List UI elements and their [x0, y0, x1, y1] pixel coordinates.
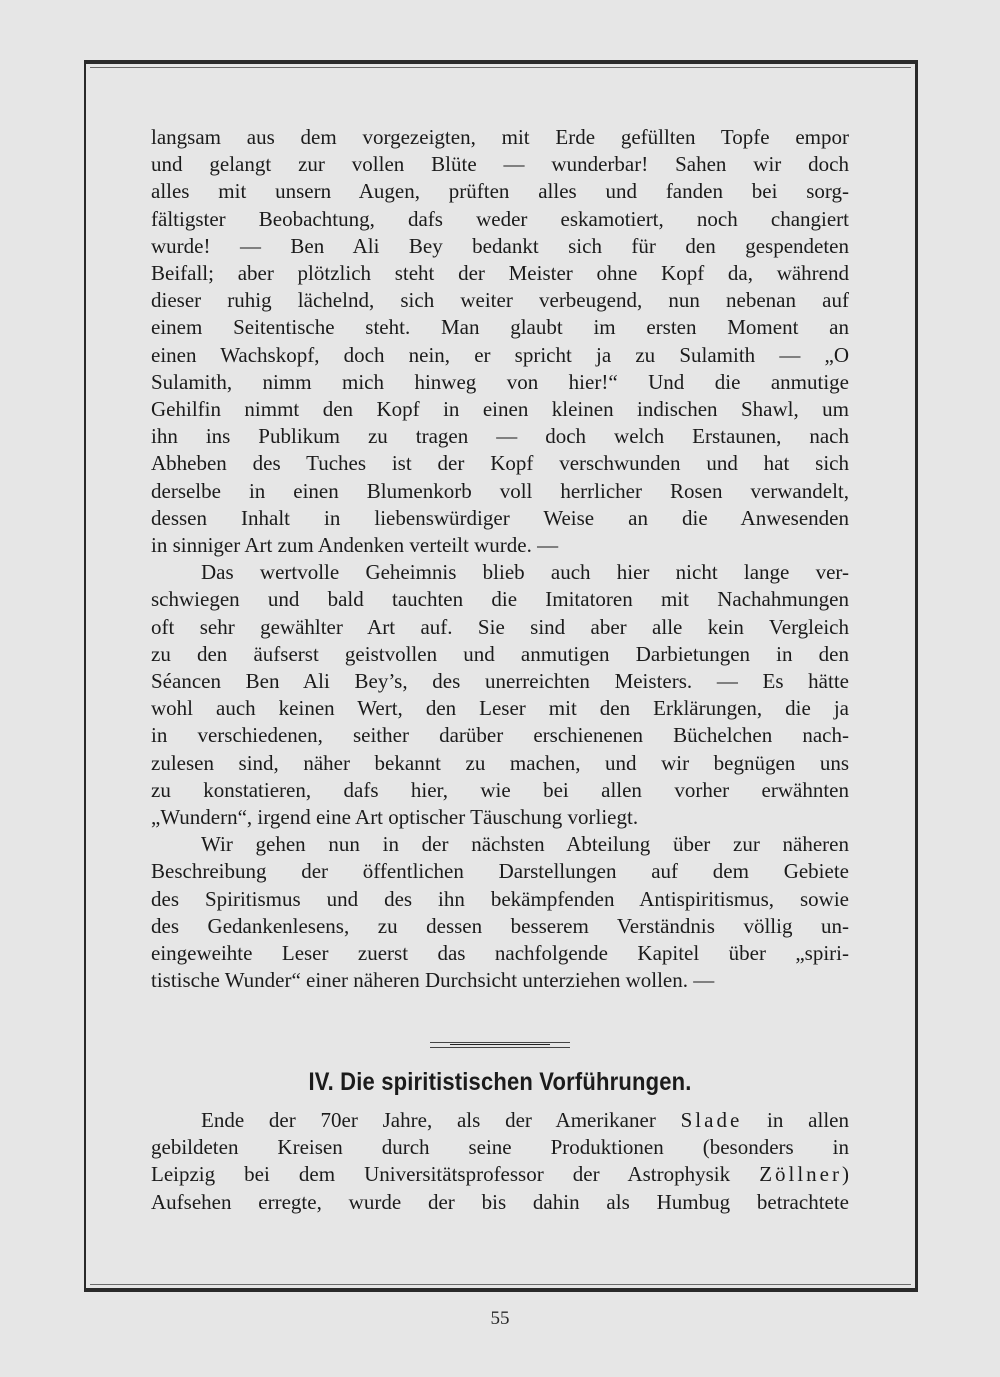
text-line: gebildeten Kreisen durch seine Produktionen (besonders in [151, 1135, 849, 1160]
text-run: ) [842, 1162, 849, 1187]
paragraph-2 [151, 559, 849, 831]
text-line: in sinniger Art zum Andenken verteilt wurde. — [151, 533, 559, 558]
paragraph-1 [151, 124, 849, 559]
text-line: wohl auch keinen Wert, den Leser mit den Erklärungen, die ja [151, 696, 849, 721]
text-line: tistische Wunder“ einer näheren Durchsicht unterziehen wollen. — [151, 968, 715, 993]
text-line: zu den äufserst geistvollen und anmutigen Darbietungen in den [151, 641, 849, 666]
text-line: Beifall; aber plötzlich steht der Meister ohne Kopf da, während [151, 261, 849, 286]
text-line: langsam aus dem vorgezeigten, mit Erde gefüllten Topfe empor [151, 125, 849, 149]
text-line: derselbe in einen Blumenkorb voll herrlicher Rosen verwandelt, [151, 478, 849, 503]
person-name-zoellner: Zöllner [759, 1162, 842, 1187]
chapter-heading: IV. Die spiritistischen Vorführungen. [308, 1068, 692, 1096]
text-run: Leipzig bei dem Universitätsprofessor der Astrophysik [151, 1162, 760, 1187]
text-line: fältigster Beobachtung, dafs weder eskamotiert, noch changiert [151, 206, 849, 231]
text-line: oft sehr gewählter Art auf. Sie sind aber alle kein Vergleich [151, 614, 849, 639]
text-line: dieser ruhig lächelnd, sich weiter verbeugend, nun nebenan auf [151, 288, 849, 313]
text-line: Wir gehen nun in der nächsten Abteilung über zur näheren [201, 832, 849, 857]
text-line [151, 1107, 849, 1134]
text-line: Séancen Ben Ali Bey’s, des unerreichten Meisters. — Es hätte [151, 669, 849, 694]
text-line: zu konstatieren, dafs hier, wie bei allen vorher erwähnten [151, 777, 849, 802]
text-line: Aufsehen erregte, wurde der bis dahin als Humbug betrachtete [151, 1189, 849, 1214]
page-number: 55 [490, 1308, 510, 1329]
text-line: wurde! — Ben Ali Bey bedankt sich für den gespendeten [151, 233, 849, 258]
text-line: Abheben des Tuches ist der Kopf verschwunden und hat sich [151, 451, 849, 476]
text-line: ihn ins Publikum zu tragen — doch welch Erstaunen, nach [151, 424, 849, 449]
text-line: Gehilfin nimmt den Kopf in einen kleinen indischen Shawl, um [151, 397, 849, 422]
text-line: und gelangt zur vollen Blüte — wunderbar! Sahen wir doch [151, 152, 849, 177]
text-run: in allen [742, 1108, 849, 1132]
text-line: einem Seitentische steht. Man glaubt im ersten Moment an [151, 315, 849, 340]
text-line: zulesen sind, näher bekannt zu machen, und wir begnügen uns [151, 750, 849, 775]
text-line: alles mit unsern Augen, prüften alles und fanden bei sorg- [151, 179, 849, 204]
text-line: Sulamith, nimm mich hinweg von hier!“ Und die anmutige [151, 369, 849, 394]
text-line: schwiegen und bald tauchten die Imitatoren mit Nachahmungen [151, 587, 849, 612]
body-text [151, 124, 849, 995]
text-line: in verschiedenen, seither darüber erschienenen Büchelchen nach- [151, 723, 849, 748]
chapter-paragraph-1 [151, 1107, 849, 1216]
paragraph-3 [151, 831, 849, 994]
text-line: einen Wachskopf, doch nein, er spricht ja zu Sulamith — „O [151, 342, 849, 367]
chapter-body-text [151, 1107, 849, 1216]
section-divider-rule [430, 1042, 570, 1048]
text-line: des Spiritismus und des ihn bekämpfenden Antispiritismus, sowie [151, 886, 849, 911]
text-line: des Gedankenlesens, zu dessen besserem Verständnis völlig un- [151, 913, 849, 938]
person-name-slade: Slade [680, 1108, 743, 1132]
text-run: Ende der 70er Jahre, als der Amerikaner [201, 1108, 681, 1132]
text-line [151, 1161, 849, 1188]
text-line: eingeweihte Leser zuerst das nachfolgende Kapitel über „spiri- [151, 941, 849, 966]
text-line: Das wertvolle Geheimnis blieb auch hier nicht lange ver- [201, 560, 849, 585]
text-line: „Wundern“, irgend eine Art optischer Täuschung vorliegt. [151, 805, 639, 830]
text-line: dessen Inhalt in liebenswürdiger Weise an die Anwesenden [151, 505, 849, 530]
text-line: Beschreibung der öffentlichen Darstellungen auf dem Gebiete [151, 859, 849, 884]
